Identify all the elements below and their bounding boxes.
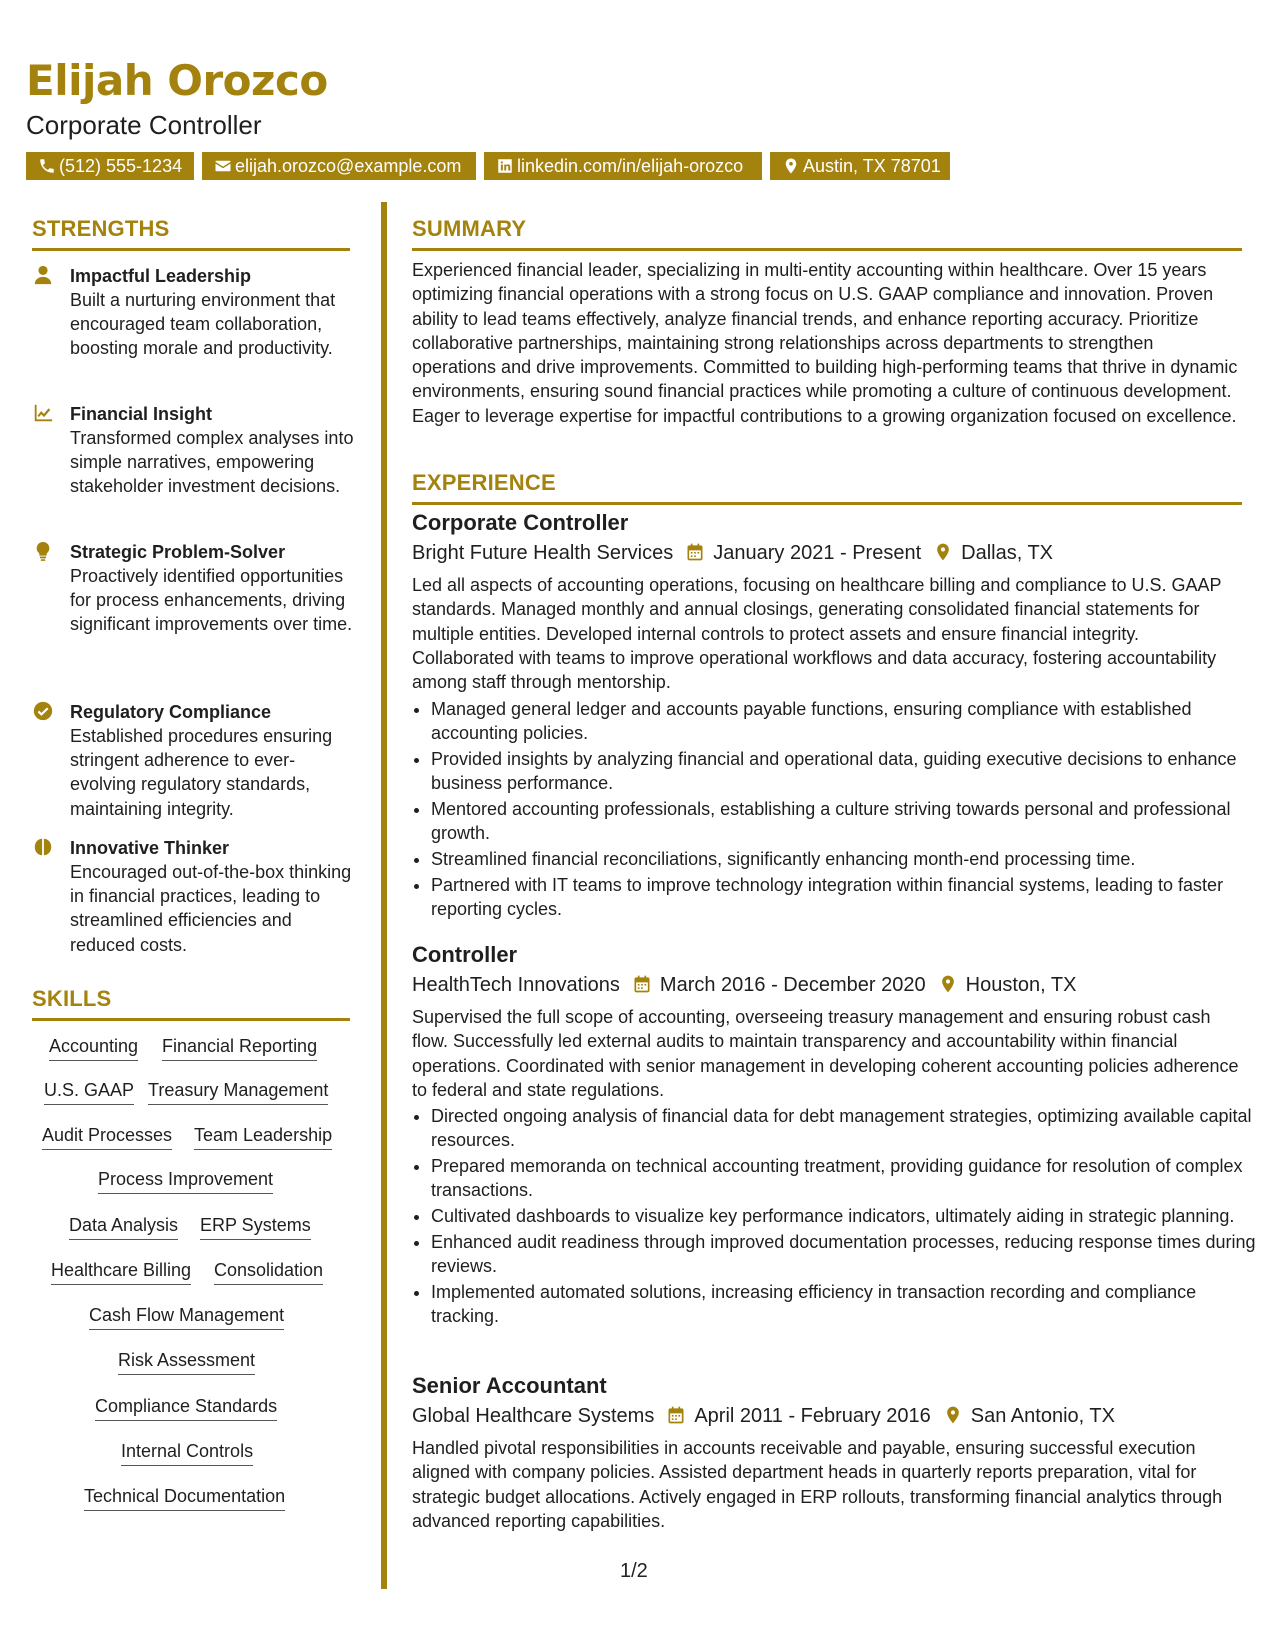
list-item: • Partnered with IT teams to improve technology integration within financial systems, leading to faster reporting cycles. bbox=[431, 873, 1261, 922]
skill-tag: Healthcare Billing bbox=[51, 1258, 191, 1285]
strengths-rule bbox=[32, 248, 350, 251]
job-description: Led all aspects of accounting operations, focusing on healthcare billing and compliance to U.S. GAAP standards. Managed monthly and annual closings, generating consolidated financial statements for multiple entities. Developed internal controls to protect assets and ensure financial integrity. Collaborated with teams to improve operational workflows and data accuracy, fostering accountability among staff through mentorship. bbox=[412, 575, 1222, 693]
skill-tag: Technical Documentation bbox=[84, 1484, 285, 1511]
job-title: Corporate Controller bbox=[412, 510, 629, 535]
brain-icon bbox=[32, 836, 56, 860]
job-bullets bbox=[412, 697, 1261, 923]
skill-tag: Risk Assessment bbox=[118, 1348, 255, 1375]
list-item: • Directed ongoing analysis of financial data for debt management strategies, optimizing available capital resources. bbox=[431, 1104, 1261, 1153]
candidate-name: Elijah Orozco bbox=[26, 56, 328, 105]
job-description: Supervised the full scope of accounting, overseeing treasury management and ensuring robust cash flow. Successfully led external audits to maintain transparency and accountability within financial operations. Coordinated with senior management in developing coherent accounting policies adherence to federal and state regulations. bbox=[412, 1007, 1239, 1100]
calendar-icon bbox=[632, 974, 652, 996]
skills-rule bbox=[32, 1018, 350, 1021]
skill-tag: Data Analysis bbox=[69, 1213, 178, 1240]
strength-title: Innovative Thinker bbox=[70, 838, 230, 858]
skill-tag: ERP Systems bbox=[200, 1213, 311, 1240]
job-meta bbox=[412, 1403, 1115, 1429]
skill-tag: Audit Processes bbox=[42, 1123, 172, 1150]
job-meta bbox=[412, 540, 1053, 566]
skill-tag: Process Improvement bbox=[98, 1167, 273, 1194]
summary-text: Experienced financial leader, specializing in multi-entity accounting within healthcare. Over 15 years optimizing financial operations with a strong focus on U.S. GAAP compliance and innovation. Proven ability to lead teams effectively, analyze financial trends, and enhance reporting accuracy. Prioritize collaborative partnerships, maintaining strong relationships across departments to strengthen operations and drive improvements. Committed to building high-performing teams that thrive in dynamic environments, ensuring sound financial practices while promoting a culture of continuous development. Eager to leverage expertise for impactful contributions to a growing organization focused on excellence. bbox=[412, 260, 1238, 426]
linkedin-icon bbox=[496, 156, 517, 176]
strength-desc: Encouraged out-of-the-box thinking in financial practices, leading to streamlined efficiencies and reduced costs. bbox=[70, 862, 352, 955]
summary-heading: SUMMARY bbox=[412, 216, 527, 241]
strength-title: Strategic Problem-Solver bbox=[70, 542, 286, 562]
map-pin-icon bbox=[933, 542, 953, 564]
job-bullets bbox=[412, 1104, 1261, 1330]
list-item: • Provided insights by analyzing financial and operational data, guiding executive decisions to enhance business performance. bbox=[431, 747, 1261, 796]
skill-tag: Compliance Standards bbox=[95, 1394, 277, 1421]
strength-desc: Established procedures ensuring stringent adherence to ever-evolving regulatory standards, maintaining integrity. bbox=[70, 726, 333, 819]
map-pin-icon bbox=[938, 974, 958, 996]
company-name: HealthTech Innovations bbox=[412, 974, 620, 996]
user-icon bbox=[32, 264, 56, 288]
job-dates: April 2011 - February 2016 bbox=[694, 1405, 931, 1427]
job-location: Dallas, TX bbox=[961, 542, 1054, 564]
contact-phone-text: (512) 555-1234 bbox=[59, 156, 183, 176]
contact-phone[interactable] bbox=[26, 152, 194, 180]
envelope-icon bbox=[214, 156, 235, 176]
list-item: • Streamlined financial reconciliations, significantly enhancing month-end processing time. bbox=[431, 847, 1261, 871]
job-description: Handled pivotal responsibilities in accounts receivable and payable, ensuring successful execution aligned with company policies. Assisted department heads in quarterly reports preparation, vital for strategic budget allocations. Actively engaged in ERP rollouts, transforming financial analytics through advanced reporting capabilities. bbox=[412, 1438, 1223, 1531]
strength-desc: Proactively identified opportunities for process enhancements, driving significant improvements over time. bbox=[70, 566, 353, 635]
job-title: Controller bbox=[412, 942, 518, 967]
chart-line-icon bbox=[32, 402, 56, 426]
candidate-role: Corporate Controller bbox=[26, 110, 262, 140]
experience-heading: EXPERIENCE bbox=[412, 470, 556, 495]
strength-title: Impactful Leadership bbox=[70, 266, 252, 286]
skill-tag: Team Leadership bbox=[194, 1123, 332, 1150]
contact-email-text: elijah.orozco@example.com bbox=[235, 156, 462, 176]
strength-title: Financial Insight bbox=[70, 404, 213, 424]
job-dates: March 2016 - December 2020 bbox=[659, 974, 926, 996]
job-location: Houston, TX bbox=[965, 974, 1077, 996]
company-name: Bright Future Health Services bbox=[412, 542, 674, 564]
contact-email[interactable] bbox=[202, 152, 476, 180]
page-number: 1/2 bbox=[620, 1560, 648, 1582]
job-location: San Antonio, TX bbox=[970, 1405, 1115, 1427]
list-item: • Enhanced audit readiness through improved documentation processes, reducing response times during reviews. bbox=[431, 1230, 1261, 1279]
contact-linkedin[interactable] bbox=[484, 152, 762, 180]
list-item: • Mentored accounting professionals, establishing a culture striving towards personal and professional growth. bbox=[431, 797, 1261, 846]
strength-title: Regulatory Compliance bbox=[70, 702, 272, 722]
skill-tag: Internal Controls bbox=[121, 1439, 253, 1466]
list-item: • Prepared memoranda on technical accounting treatment, providing guidance for resolution of complex transactions. bbox=[431, 1154, 1261, 1203]
strength-desc: Built a nurturing environment that encouraged team collaboration, boosting morale and productivity. bbox=[70, 290, 336, 359]
strength-desc: Transformed complex analyses into simple narratives, empowering stakeholder investment decisions. bbox=[70, 428, 354, 497]
contact-linkedin-text: linkedin.com/in/elijah-orozco bbox=[517, 156, 744, 176]
strengths-heading: STRENGTHS bbox=[32, 216, 170, 241]
summary-rule bbox=[412, 248, 1242, 251]
skill-tag: Financial Reporting bbox=[162, 1034, 317, 1061]
map-pin-icon bbox=[782, 156, 803, 176]
check-circle-icon bbox=[32, 700, 56, 724]
column-divider bbox=[381, 202, 387, 1589]
phone-icon bbox=[38, 156, 59, 176]
company-name: Global Healthcare Systems bbox=[412, 1405, 655, 1427]
job-title: Senior Accountant bbox=[412, 1373, 607, 1398]
experience-rule bbox=[412, 502, 1242, 505]
list-item: • Cultivated dashboards to visualize key performance indicators, ultimately aiding in strategic planning. bbox=[431, 1204, 1261, 1228]
contact-location-text: Austin, TX 78701 bbox=[803, 156, 941, 176]
map-pin-icon bbox=[943, 1405, 963, 1427]
skill-tag: Treasury Management bbox=[148, 1078, 328, 1105]
calendar-icon bbox=[666, 1405, 686, 1427]
list-item: • Managed general ledger and accounts payable functions, ensuring compliance with established accounting policies. bbox=[431, 697, 1261, 746]
lightbulb-icon bbox=[32, 540, 56, 564]
calendar-icon bbox=[685, 542, 705, 564]
skill-tag: U.S. GAAP bbox=[44, 1078, 134, 1105]
list-item: • Implemented automated solutions, increasing efficiency in transaction recording and compliance tracking. bbox=[431, 1280, 1261, 1329]
skill-tag: Consolidation bbox=[214, 1258, 323, 1285]
skills-heading: SKILLS bbox=[32, 986, 112, 1011]
job-meta bbox=[412, 972, 1076, 998]
contact-location bbox=[770, 152, 950, 180]
job-dates: January 2021 - Present bbox=[713, 542, 922, 564]
skill-tag: Accounting bbox=[49, 1034, 138, 1061]
skill-tag: Cash Flow Management bbox=[89, 1303, 284, 1330]
